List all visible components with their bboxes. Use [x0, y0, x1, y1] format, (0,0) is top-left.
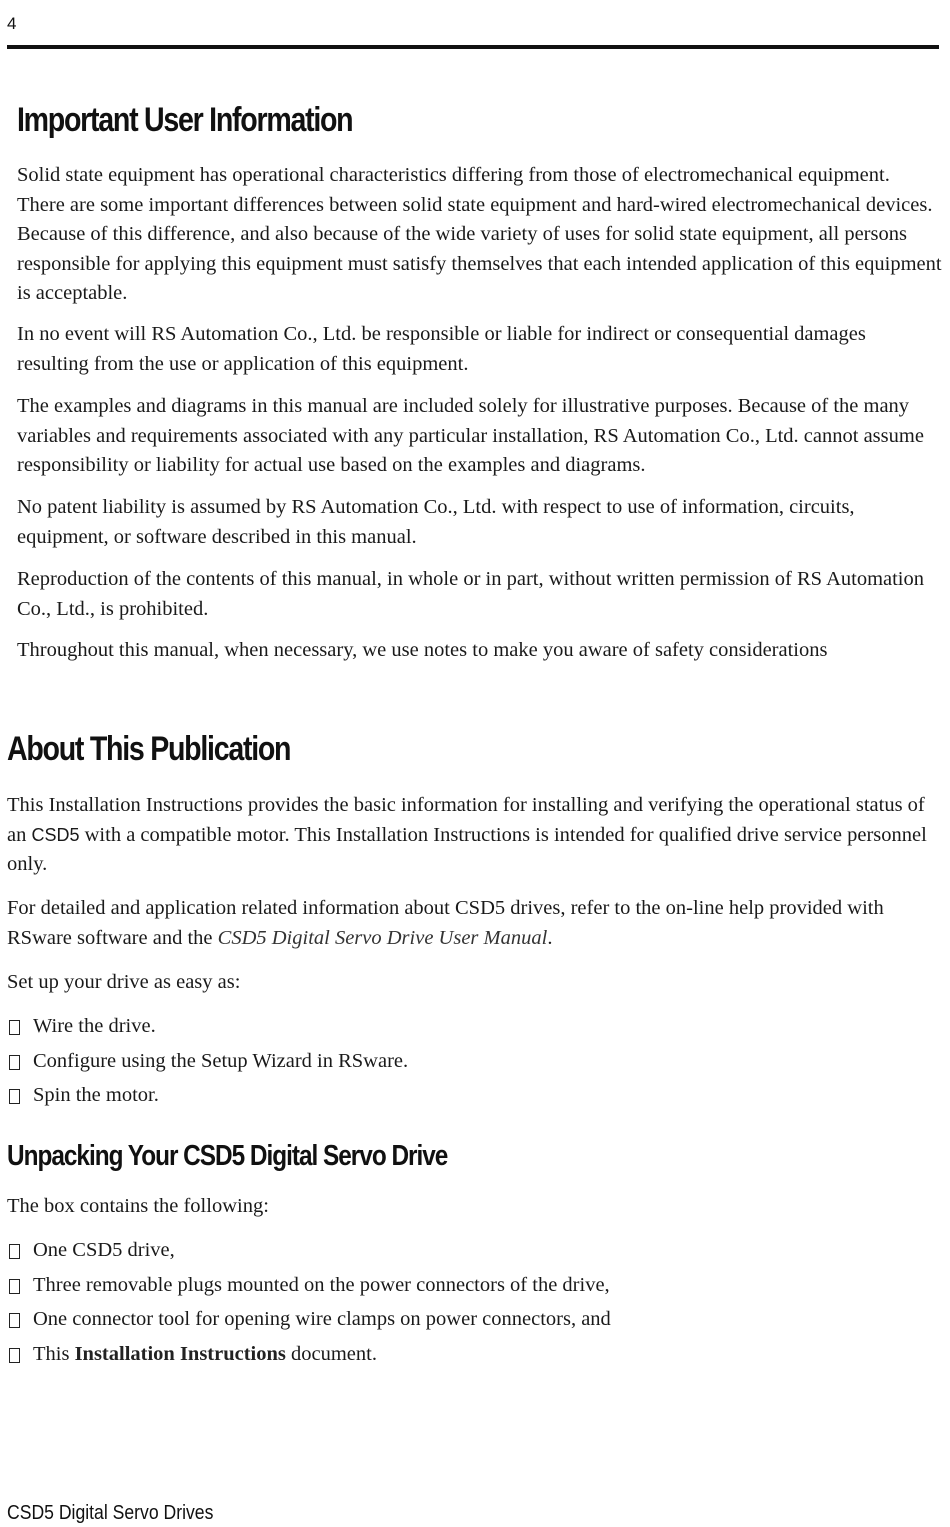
paragraph-reproduction: Reproduction of the contents of this manual, in whole or in part, without written permission of RS Automation Co., Ltd., is prohibited.	[17, 568, 925, 620]
list-item-text: One connector tool for opening wire clamps on power connectors, and	[33, 1308, 611, 1330]
paragraph-liability: In no event will RS Automation Co., Ltd. be responsible or liable for indirect or consequential damages resulting from the use or application of this equipment.	[17, 323, 866, 375]
checkbox-icon	[9, 1244, 20, 1259]
paragraph-about	[7, 791, 942, 880]
list-item	[7, 1012, 408, 1047]
detailed-text-start: For detailed and application related information about CSD5 drives, refer to the on-line help provided with RSware software and the	[7, 897, 884, 949]
section-title-unpacking: Unpacking Your CSD5 Digital Servo Drive	[7, 1140, 448, 1172]
list-item	[7, 1340, 611, 1375]
paragraph-setup: Set up your drive as easy as:	[7, 971, 241, 993]
document-name: Installation Instructions	[74, 1342, 286, 1365]
item-text-start: This	[33, 1342, 75, 1365]
list-item-text: Configure using the Setup Wizard in RSware.	[33, 1049, 409, 1072]
list-item	[7, 1047, 408, 1082]
user-manual-title: CSD5 Digital Servo Drive User Manual	[217, 926, 548, 949]
list-item	[7, 1081, 408, 1116]
checkbox-icon	[9, 1089, 20, 1104]
list-item-text	[33, 1340, 377, 1369]
paragraph-patent: No patent liability is assumed by RS Automation Co., Ltd. with respect to use of information, circuits, equipment, or software described in this manual.	[17, 496, 855, 548]
list-item	[7, 1271, 611, 1306]
checkbox-icon	[9, 1313, 20, 1328]
paragraph-examples: The examples and diagrams in this manual are included solely for illustrative purposes. Because of the many variables and requirements associated with any particular installation, RS Automation Co., Ltd. cannot assume responsibility or liability for actual use based on the examples and diagrams.	[17, 395, 924, 476]
list-item-text: Three removable plugs mounted on the power connectors of the drive,	[33, 1273, 610, 1296]
section-title-important-user-information: Important User Information	[17, 101, 353, 139]
list-item-text: Spin the motor.	[33, 1084, 159, 1106]
checkbox-icon	[9, 1020, 20, 1035]
setup-steps-list	[7, 1012, 408, 1116]
list-item	[7, 1236, 611, 1271]
about-text-start: This Installation Instructions provides the basic information for installing and verifying the operational status of an	[7, 794, 925, 846]
list-item-text: Wire the drive.	[33, 1015, 156, 1037]
page-number: 4	[7, 14, 17, 33]
section-title-about-publication: About This Publication	[7, 730, 291, 768]
header-rule	[7, 45, 939, 49]
checkbox-icon	[9, 1279, 20, 1294]
checkbox-icon	[9, 1348, 20, 1363]
paragraph-box-contents: The box contains the following:	[7, 1195, 269, 1217]
paragraph-notes: Throughout this manual, when necessary, we use notes to make you aware of safety considerations	[17, 639, 828, 661]
footer-title: CSD5 Digital Servo Drives	[7, 1502, 214, 1524]
list-item-text: One CSD5 drive,	[33, 1239, 175, 1261]
item-text-end: document.	[285, 1342, 377, 1365]
model-name: CSD5	[31, 824, 80, 845]
about-text-end: with a compatible motor. This Installation Instructions is intended for qualified drive service personnel only.	[7, 823, 927, 875]
list-item	[7, 1305, 611, 1340]
checkbox-icon	[9, 1055, 20, 1070]
paragraph-solid-state: Solid state equipment has operational characteristics differing from those of electromechanical equipment. There are some important differences between solid state equipment and hard-wired electromechanical devices. Because of this difference, and also because of the wide variety of uses for solid state equipment, all persons responsible for applying this equipment must satisfy themselves that each intended application of this equipment is acceptable.	[17, 164, 942, 304]
box-contents-list	[7, 1236, 611, 1374]
paragraph-detailed-info	[7, 894, 942, 953]
detailed-text-end: .	[547, 926, 553, 949]
